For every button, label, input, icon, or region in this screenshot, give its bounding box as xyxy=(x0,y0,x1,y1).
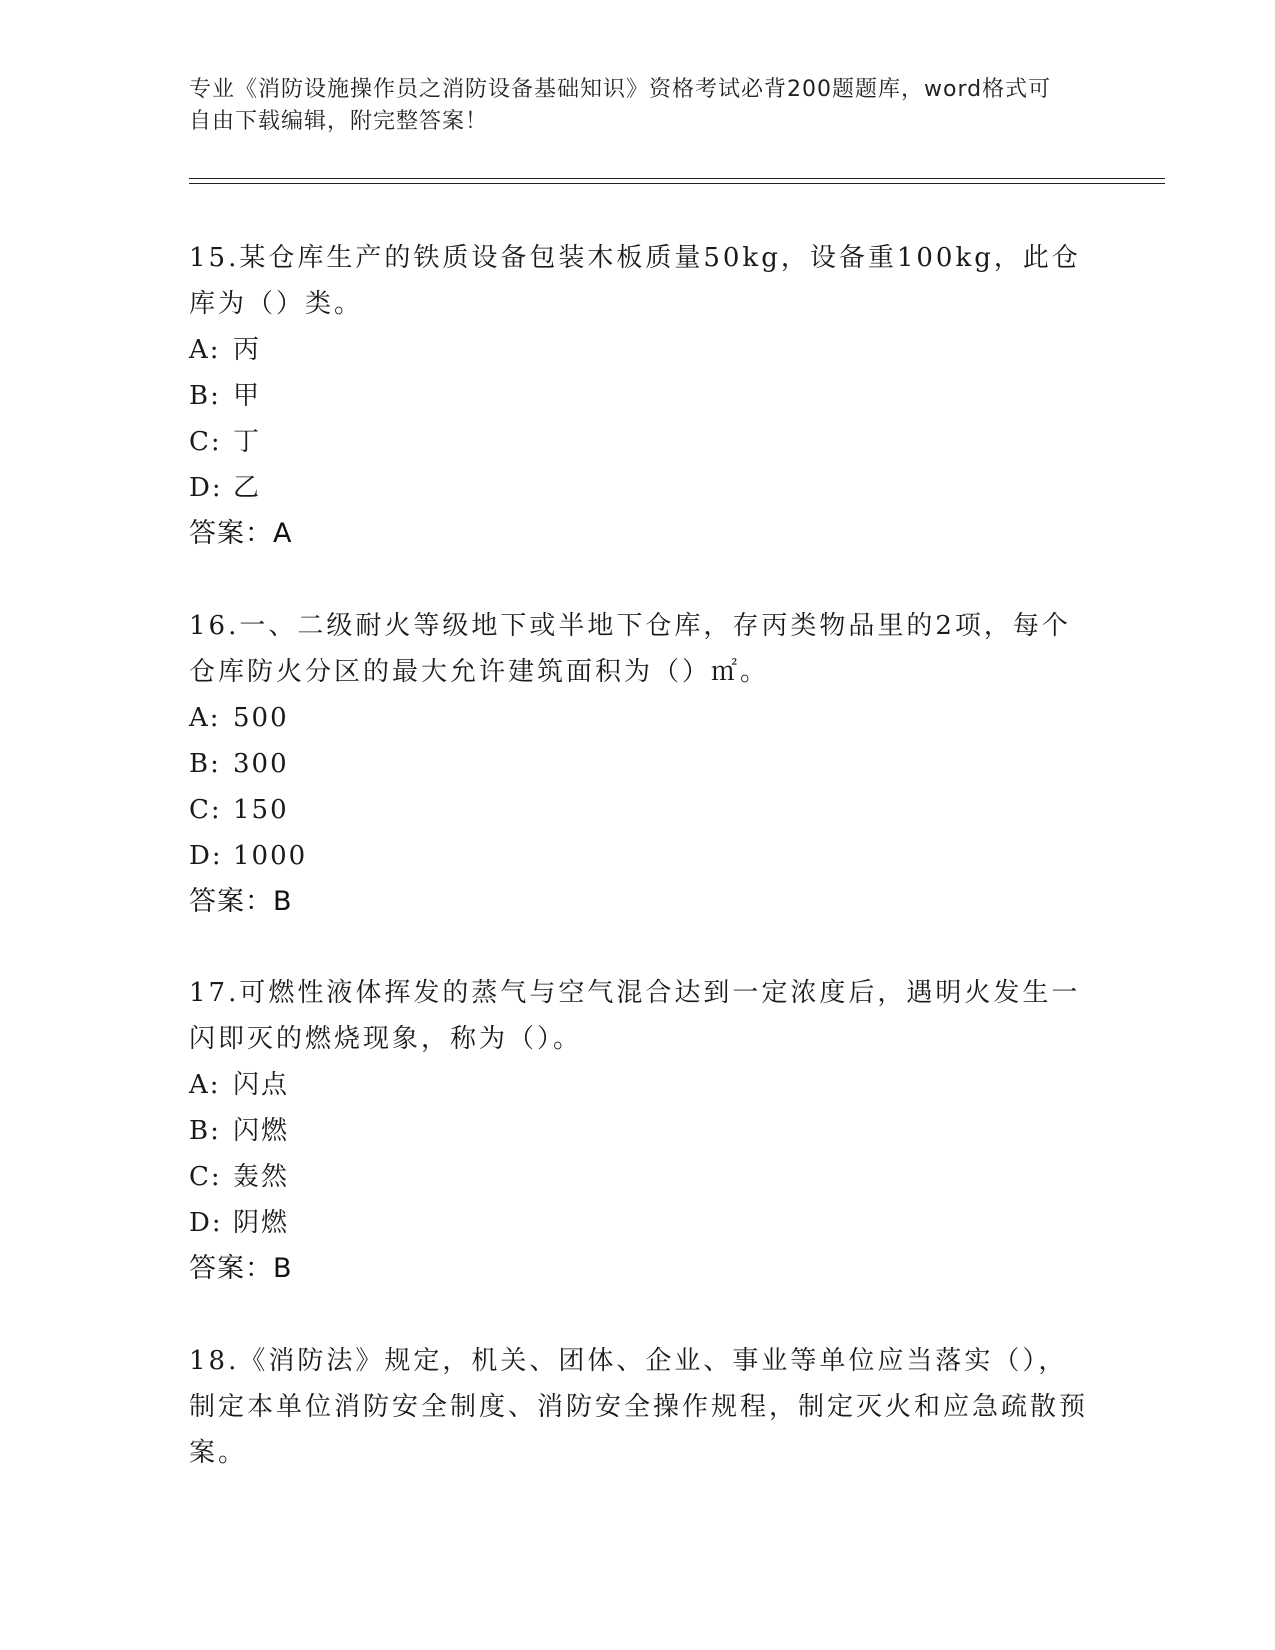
answer-line: 答案：B xyxy=(189,886,293,917)
option-key: D: xyxy=(189,473,223,503)
option-key: A: xyxy=(189,1070,221,1100)
option-key: A: xyxy=(189,335,221,365)
question-text: 17.可燃性液体挥发的蒸气与空气混合达到一定浓度后，遇明火发生一闪即灭的燃烧现象，称为（）。 xyxy=(189,978,1081,1054)
option-value: 丁 xyxy=(233,427,262,457)
question-text: 16.一、二级耐火等级地下或半地下仓库，存丙类物品里的2项，每个仓库防火分区的最大允许建筑面积为（）㎡。 xyxy=(189,611,1071,687)
option-key: C: xyxy=(189,1162,222,1192)
answer-line: 答案：A xyxy=(189,518,293,549)
option-key: C: xyxy=(189,427,222,457)
option-value: 乙 xyxy=(233,473,262,503)
option-a xyxy=(189,1062,1089,1108)
question-text: 18.《消防法》规定，机关、团体、企业、事业等单位应当落实（），制定本单位消防安全制度、消防安全操作规程，制定灭火和应急疏散预案。 xyxy=(189,1346,1089,1468)
option-value: 300 xyxy=(233,749,289,779)
option-d xyxy=(189,833,1089,879)
option-d xyxy=(189,1200,1089,1246)
option-value: 1000 xyxy=(233,841,308,871)
option-key: D: xyxy=(189,841,223,871)
question-17 xyxy=(189,970,1089,1292)
option-key: B: xyxy=(189,1116,221,1146)
option-key: B: xyxy=(189,749,221,779)
option-key: B: xyxy=(189,381,221,411)
option-b xyxy=(189,741,1089,787)
option-value: 甲 xyxy=(233,381,262,411)
header-divider-top xyxy=(189,178,1165,179)
option-value: 闪点 xyxy=(233,1070,290,1100)
option-value: 500 xyxy=(233,703,289,733)
option-d xyxy=(189,465,1089,511)
option-b xyxy=(189,1108,1089,1154)
option-key: C: xyxy=(189,795,222,825)
option-value: 轰然 xyxy=(233,1162,290,1192)
option-value: 闪燃 xyxy=(233,1116,290,1146)
option-value: 150 xyxy=(233,795,289,825)
question-text: 15.某仓库生产的铁质设备包装木板质量50kg，设备重100kg，此仓库为（）类。 xyxy=(189,243,1081,319)
option-b xyxy=(189,373,1089,419)
header-divider-bottom xyxy=(189,183,1165,184)
question-15 xyxy=(189,235,1089,557)
option-c xyxy=(189,419,1089,465)
option-a xyxy=(189,695,1089,741)
option-value: 阴燃 xyxy=(233,1208,290,1238)
option-c xyxy=(189,1154,1089,1200)
question-18 xyxy=(189,1338,1089,1476)
option-a xyxy=(189,327,1089,373)
option-key: D: xyxy=(189,1208,223,1238)
option-key: A: xyxy=(189,703,221,733)
option-c xyxy=(189,787,1089,833)
option-value: 丙 xyxy=(233,335,262,365)
question-16 xyxy=(189,603,1089,925)
document-header: 专业《消防设施操作员之消防设备基础知识》资格考试必背200题题库，word格式可自由下载编辑，附完整答案！ xyxy=(189,77,1052,134)
answer-line: 答案：B xyxy=(189,1253,293,1284)
